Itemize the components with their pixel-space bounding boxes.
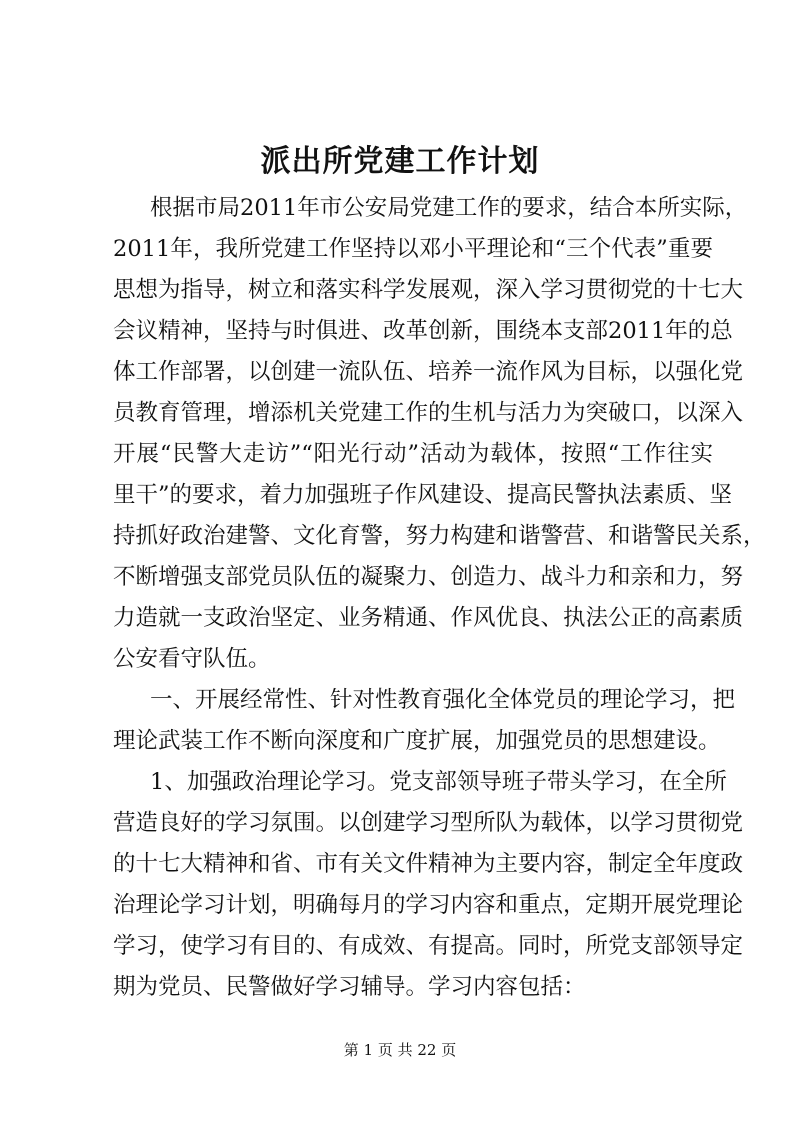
- paragraph-2-line-1: 一、开展经常性、针对性教育强化全体党员的理论学习，把: [150, 687, 736, 713]
- paragraph-1-line-5: 体工作部署，以创建一流队伍、培养一流作风为目标，以强化党: [113, 359, 744, 385]
- paragraph-1-line-8: 里干”的要求，着力加强班子作风建设、提高民警执法素质、坚: [113, 482, 733, 508]
- paragraph-1-line-12: 公安看守队伍。: [113, 646, 271, 672]
- paragraph-3-line-5: 学习，使学习有目的、有成效、有提高。同时，所党支部领导定: [113, 933, 744, 959]
- document-title: 派出所党建工作计划: [260, 144, 540, 179]
- paragraph-1-line-7: 开展“民警大走访”“阳光行动”活动为载体，按照“工作往实: [113, 441, 713, 467]
- paragraph-1-line-2: 2011年，我所党建工作坚持以邓小平理论和“三个代表”重要: [113, 236, 713, 262]
- paragraph-2-line-2: 理论武装工作不断向深度和广度扩展，加强党员的思想建设。: [113, 728, 721, 754]
- paragraph-3-line-2: 营造良好的学习氛围。以创建学习型所队为载体，以学习贯彻党: [113, 810, 744, 836]
- paragraph-1-line-6: 员教育管理，增添机关党建工作的生机与活力为突破口，以深入: [113, 400, 744, 426]
- paragraph-1-line-10: 不断增强支部党员队伍的凝聚力、创造力、战斗力和亲和力，努: [113, 564, 744, 590]
- page-number-footer: 第 1 页 共 22 页: [343, 1041, 457, 1059]
- paragraph-1-line-4: 会议精神，坚持与时俱进、改革创新，围绕本支部2011年的总: [113, 318, 733, 344]
- paragraph-3-line-4: 治理论学习计划，明确每月的学习内容和重点，定期开展党理论: [113, 892, 744, 918]
- paragraph-1-line-1: 根据市局2011年市公安局党建工作的要求，结合本所实际，: [150, 195, 748, 221]
- paragraph-3-line-6: 期为党员、民警做好学习辅导。学习内容包括：: [113, 974, 586, 1000]
- paragraph-3-line-1: 1、加强政治理论学习。党支部领导班子带头学习，在全所: [150, 769, 727, 795]
- paragraph-1-line-3: 思想为指导，树立和落实科学发展观，深入学习贯彻党的十七大: [113, 277, 744, 303]
- paragraph-3-line-3: 的十七大精神和省、市有关文件精神为主要内容，制定全年度政: [113, 851, 744, 877]
- paragraph-1-line-11: 力造就一支政治坚定、业务精通、作风优良、执法公正的高素质: [113, 605, 744, 631]
- paragraph-1-line-9: 持抓好政治建警、文化育警，努力构建和谐警营、和谐警民关系，: [113, 523, 766, 549]
